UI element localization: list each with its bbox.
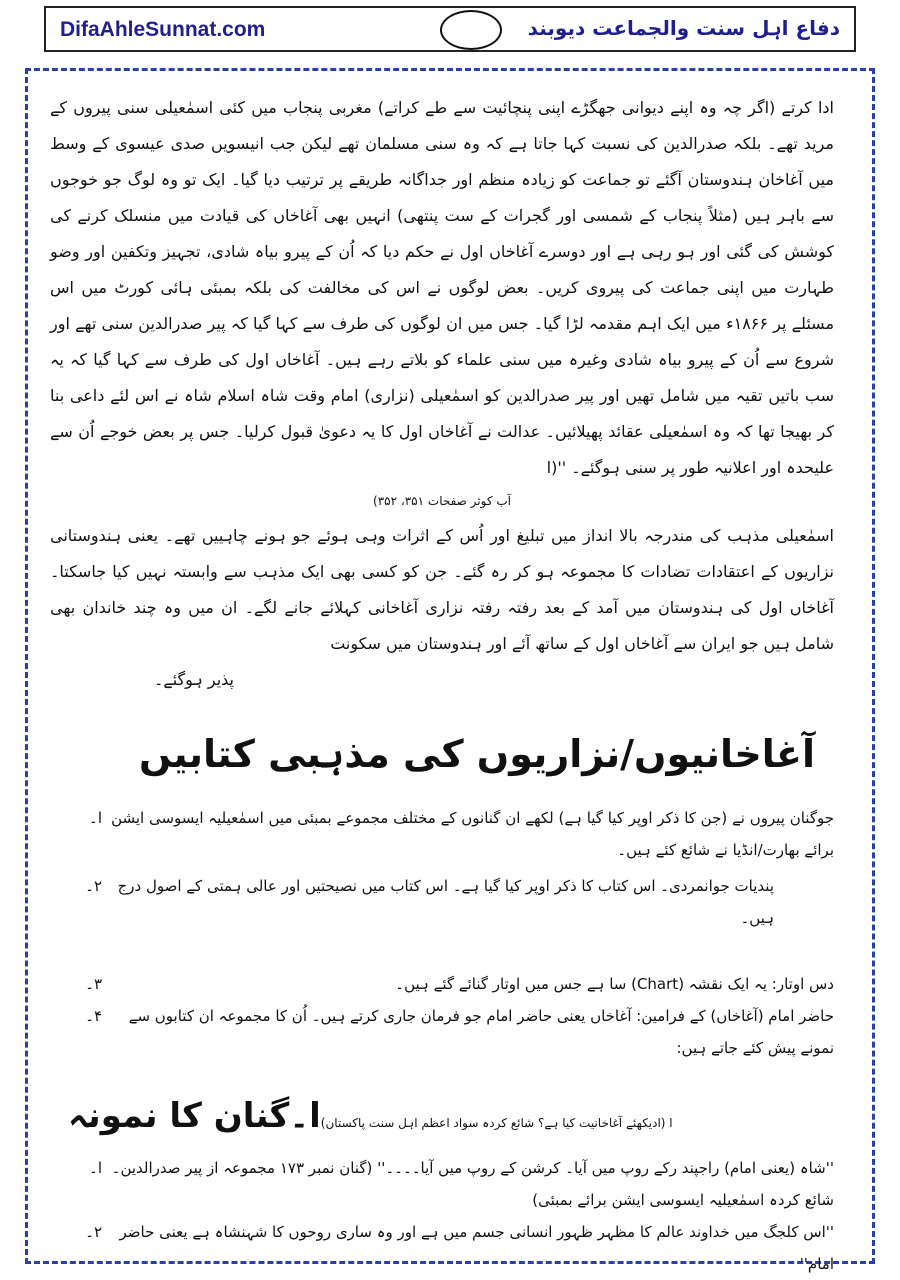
logo-oval [440,10,502,50]
intro-closing: پذیر ہوگئے۔ [153,670,234,689]
site-title: دفاع اہل سنت والجماعت دیوبند [527,16,840,40]
list-item-text: حاضر امام (آغاخاں) کے فرامین: آغاخاں یعنی حاضر امام جو فرمان جاری کرتے ہیں۔ اُن کا مجموعہ ان کتابوں سے نمونے پیش کئے جاتے ہیں: [128,1007,834,1057]
list-item [50,1000,834,1064]
site-url: DifaAhleSunnat.com [60,18,266,41]
ginan-heading-row [50,1092,834,1140]
list-item-number: ا۔ [89,809,102,827]
list-item-text: ''شاہ (یعنی امام) راجپند رکے روپ میں آیا۔ کرشن کے روپ میں آیا۔۔۔۔'' (گنان نمبر ۱۷۳ مجموعہ از پیر صدرالدین۔ شائع کردہ اسمٰعیلیہ ایسوسی ایشن برائے بمبئی) [111,1159,834,1209]
list-item-text: دس اوتار: یہ ایک نقشہ (Chart) سا ہے جس میں اوتار گنائے گئے ہیں۔ [395,975,834,993]
list-item-number: ۲۔ [85,877,102,895]
books-heading: آغاخانیوں/نزاریوں کی مذہبی کتابیں [139,732,815,776]
list-item [50,1216,834,1280]
list-item-text: پندیات جوانمردی۔ اس کتاب کا ذکر اوپر کیا گیا ہے۔ اس کتاب میں نصیحتیں اور عالی ہمتی کے اصول درج ہیں۔ [117,877,774,927]
list-item [50,870,774,934]
list-item-number: ۴۔ [85,1007,102,1025]
list-item-text: جوگنان پیروں نے (جن کا ذکر اوپر کیا گیا ہے) لکھے ان گنانوں کے مختلف مجموعے بمبئی میں اسمٰعیلیہ ایسوسی ایشن برائے بھارت/انڈیا نے شائع کئے ہیں۔ [111,809,834,859]
list-item-number: ۳۔ [85,975,102,993]
page-header [44,6,856,52]
list-item-number: ۲۔ [85,1223,102,1241]
ginan-heading-note: ا (ادیکھئے آغاخانیت کیا ہے؟ شائع کردہ سواد اعظم اہل سنت پاکستان) [320,1116,673,1130]
ginan-heading: ا۔گنان کا نمونہ [68,1096,321,1136]
list-item [50,968,834,1000]
ginan-list [50,1152,834,1280]
list-item-text: ''اس کلجگ میں خداوند عالم کا مظہر ظہور انسانی جسم میں ہے اور وہ ساری روحوں کا شہنشاہ ہے یعنی حاضر امام'' [119,1223,834,1273]
list-item [50,1152,834,1216]
intro-paragraph: ادا کرتے (اگر چہ وہ اپنے دیوانی جھگڑے اپنی پنچائیت سے طے کراتے) مغربی پنجاب میں کئی اسمٰعیلی سنی پیروں کے مرید تھے۔ بلکہ صدرالدین کی نسبت کہا جاتا ہے کہ وہ سنی مسلمان تھے لیکن جب انیسویں صدی عیسوی کے وسط میں آغاخان ہندوستان آگئے تو جماعت کو زیادہ منظم اور جداگانہ طریقے پر ترتیب دیا گیا۔ ایک تو وہ لوگ جو خوجوں سے باہر ہیں (مثلاً پنجاب کے شمسی اور گجرات کے ست پنتھی) انہیں بھی آغاخاں کی قیادت میں منسلک کرنے کی کوشش کی گئی اور ہو رہی ہے اور دوسرے آغاخاں اول نے حکم دیا کہ اُن کے پیرو بیاہ شادی، تجہیز وتکفین اور وضو طہارت میں اپنی جماعت کی پیروی کریں۔ بعض لوگوں نے اس کی مخالفت کی بلکہ بمبئی ہائی کورٹ میں اس مسئلے پر ۱۸۶۶ء میں ایک اہم مقدمہ لڑا گیا۔ جس میں ان لوگوں کی طرف سے کہا گیا کہ پیر صدرالدین سنی تھے اور شروع سے اُن کے پیرو بیاہ شادی وغیرہ میں سنی علماء کو بلاتے رہے ہیں۔ آغاخاں اول کی طرف سے کہا گیا کہ یہ سب باتیں تقیہ میں شامل تھیں اور پیر صدرالدین کو اسمٰعیلی (نزاری) امام وقت شاہ اسلام شاہ نے اس لئے داعی بنا کر بھیجا تھا کہ وہ اسمٰعیلی عقائد پھیلائیں۔ عدالت نے آغاخاں اول کا یہ دعویٰ قبول کرلیا۔ جس پر بعض خوجے اُن سے علیحدہ اور اعلانیہ طور پر سنی ہوگئے۔ ''(ا [50,98,835,477]
intro-paragraph-2: اسمٰعیلی مذہب کی مندرجہ بالا انداز میں تبلیغ اور اُس کے اثرات وہی ہوئے جو ہونے چاہییں تھے۔ یعنی ہندوستانی نزاریوں کے اعتقادات تضادات کا مجموعہ ہو کر رہ گئے۔ جن کو کسی بھی ایک مذہب سے وابستہ نہیں کیا جاسکتا۔ آغاخاں اول کی ہندوستان میں آمد کے بعد رفتہ رفتہ نزاری آغاخانی کہلائے جانے لگے۔ ان میں وہ چند خاندان بھی شامل ہیں جو ایران سے آغاخاں اول کے ساتھ آئے اور ہندوستان میں سکونت [50,526,834,653]
list-item-number: ا۔ [89,1159,102,1177]
page-content [50,90,834,1280]
list-item [50,802,834,866]
reference-note: آب کوثر صفحات ۳۵۱، ۳۵۲) [373,494,511,508]
books-list [50,802,834,1064]
